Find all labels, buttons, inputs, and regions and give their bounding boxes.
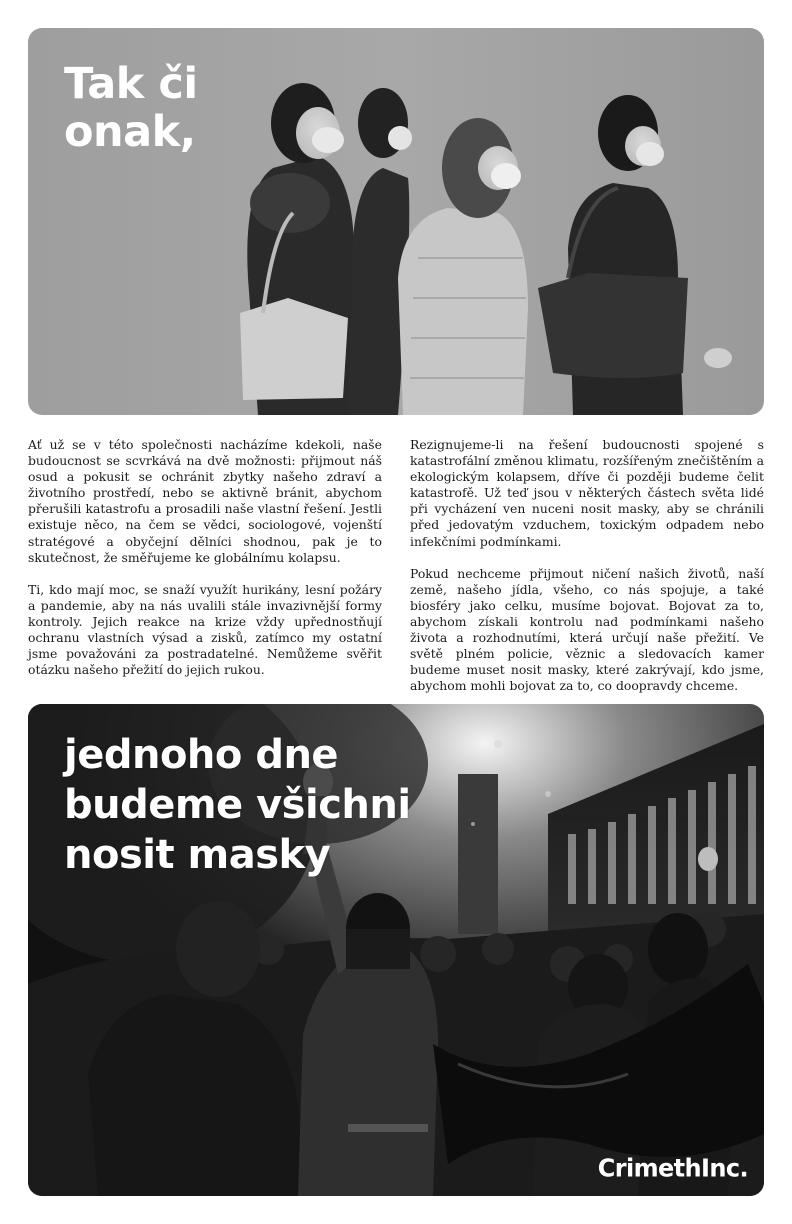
- text-column-left: [28, 437, 382, 694]
- headline-top: Tak či onak,: [64, 59, 198, 157]
- headline-bottom: jednoho dne budeme všichni nosit masky: [64, 732, 411, 878]
- paragraph: Pokud nechceme přijmout ničení našich životů, naší země, našeho jídla, všeho, co nás spojuje, a také biosféry jako celku, musíme bojovat. Bojovat za to, abychom získali kontrolu nad podmínkami našeho života a rozhodnutími, která určují naše přežití. Ve světě plném policie, věznic a sledovacích kamer budeme muset nosit masky, které zakrývají, kdo jsme, abychom mohli bojovat za to, co doopravdy chceme.: [410, 565, 764, 694]
- paragraph: Ať už se v této společnosti nacházíme kdekoli, naše budoucnost se scvrkává na dvě možnosti: přijmout náš osud a pokusit se ochránit zbytky našeho zdraví a životního prostředí, nebo se aktivně bránit, abychom přerušili katastrofu a prosadili naše vlastní řešení. Jestli existuje něco, na čem se vědci, sociologové, vojenští stratégové a obyčejní dělníci shodnou, pak je to skutečnost, že směřujeme ke globálnímu kolapsu.: [28, 437, 382, 565]
- crimethinc-logo: CrimethInc.: [597, 1153, 748, 1183]
- paragraph: Rezignujeme-li na řešení budoucnosti spojené s katastrofální změnou klimatu, rozšířeným znečištěním a ekologickým kolapsem, dříve či později budeme čelit katastrofě. Už teď jsou v některých částech světa lidé při vycházení ven nuceni nosit masky, aby se chránili před jedovatým vzduchem, toxickým odpadem nebo infekčními podmínkami.: [410, 437, 764, 549]
- text-column-right: [410, 437, 764, 710]
- paragraph: Ti, kdo mají moc, se snaží využít hurikány, lesní požáry a pandemie, aby na nás uvalili stále invazivnější formy kontroly. Jejich reakce na krize vždy upřednostňují ochranu vlastních výsad a zisků, zatímco my ostatní jsme považováni za postradatelné. Nemůžeme svěřit otázku našeho přežití do jejich rukou.: [28, 581, 382, 678]
